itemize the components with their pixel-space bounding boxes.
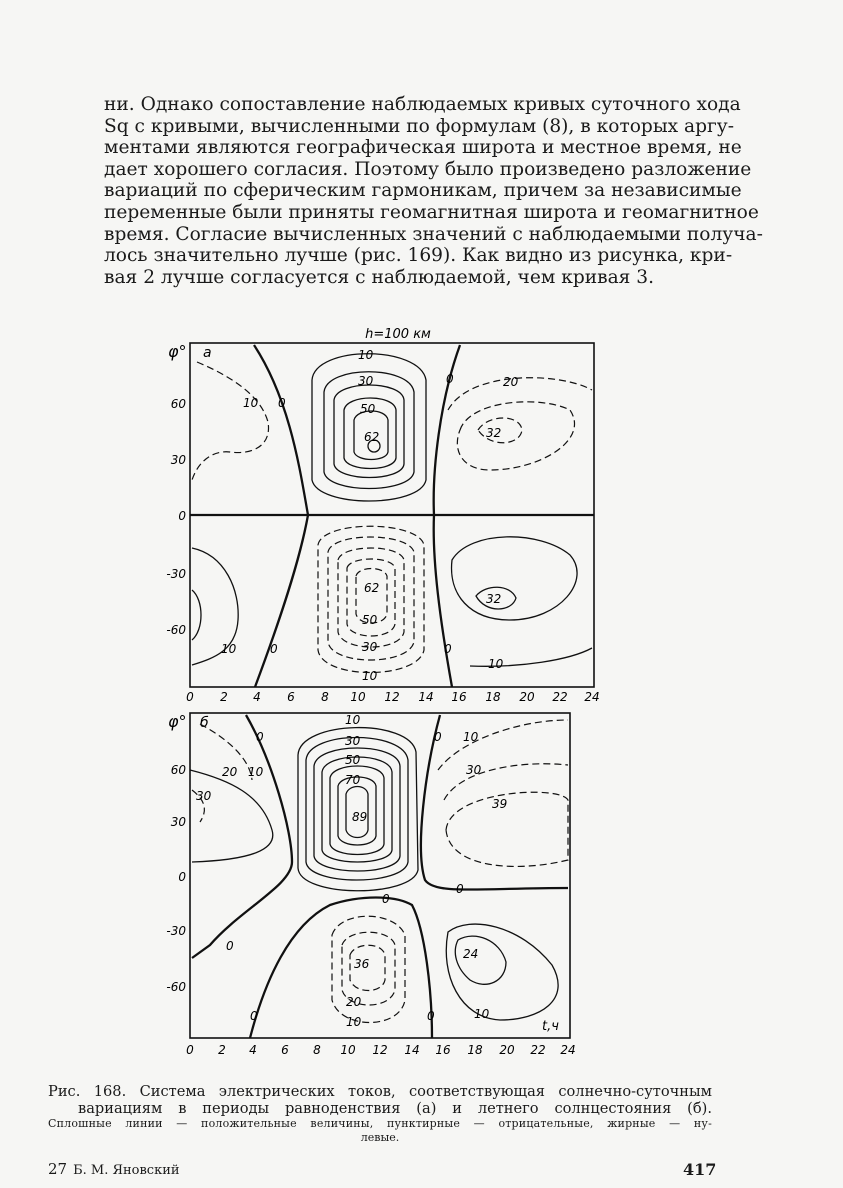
- x-tick-label: 2: [220, 690, 228, 704]
- panel-b-frame: [190, 713, 570, 1038]
- contour-label: 50: [345, 753, 361, 767]
- contour-label: 10: [358, 348, 374, 362]
- paragraph-line: вая 2 лучше согласуется с наблюдаемой, чем кривая 3.: [104, 266, 655, 288]
- x-tick-label: 14: [404, 1043, 420, 1057]
- x-tick-label: 16: [435, 1043, 451, 1057]
- panel-b-east-negative: [438, 720, 568, 866]
- contour-label: 10: [243, 396, 259, 410]
- contour-label: 30: [196, 789, 212, 803]
- signature-mark: [48, 1160, 180, 1178]
- contour-label: 0: [256, 730, 264, 744]
- contour-label: 24: [463, 947, 479, 961]
- signature-author: Б. М. Яновский: [73, 1163, 180, 1178]
- x-tick-label: 12: [372, 1043, 388, 1057]
- panel-b: [166, 712, 575, 1057]
- paragraph-line: вариаций по сферическим гармоникам, причем за независимые: [104, 180, 742, 202]
- y-tick-label: 30: [170, 453, 186, 467]
- x-tick-label: 10: [350, 690, 366, 704]
- contour-label: 62: [364, 430, 380, 444]
- contour-label: 30: [345, 734, 361, 748]
- contour-label: 10: [346, 1015, 362, 1029]
- contour-label: 20: [503, 375, 519, 389]
- contour-label: 10: [488, 657, 504, 671]
- y-tick-label: 60: [170, 763, 186, 777]
- contour-label: 20: [222, 765, 238, 779]
- panel-a-axis-symbol: φ°: [168, 342, 187, 361]
- x-tick-label: 6: [281, 1043, 289, 1057]
- panel-b-south-positive: [446, 924, 558, 1020]
- panel-b-west-positive: [190, 770, 273, 862]
- x-tick-label: 16: [451, 690, 467, 704]
- paragraph-line: ментами являются географическая широта и местное время, не: [104, 137, 742, 159]
- panel-b-y-axis: [166, 763, 186, 994]
- panel-a-east-negative: [448, 378, 592, 470]
- contour-label: 10: [463, 730, 479, 744]
- contour-label: 30: [358, 374, 374, 388]
- contour-label: 10: [221, 642, 237, 656]
- contour-label: 0: [456, 882, 464, 896]
- contour-label: 10: [248, 765, 264, 779]
- caption-line: вариациям в периоды равноденствия (а) и летнего солнцестояния (б).: [78, 1100, 712, 1117]
- contour-label: 10: [474, 1007, 490, 1021]
- x-tick-label: 0: [186, 690, 194, 704]
- contour-label: 0: [250, 1009, 258, 1023]
- panel-a-x-axis: [186, 690, 599, 704]
- contour-label: 0: [444, 642, 452, 656]
- x-tick-label: 8: [313, 1043, 321, 1057]
- x-tick-label: 2: [218, 1043, 226, 1057]
- panel-b-zero-contour: [192, 715, 292, 958]
- contour-label: 62: [364, 581, 380, 595]
- paragraph-line: дает хорошего согласия. Поэтому было произведено разложение: [104, 158, 752, 180]
- x-tick-label: 24: [560, 1043, 576, 1057]
- x-tick-label: 6: [287, 690, 295, 704]
- contour-label: 70: [345, 773, 361, 787]
- y-tick-label: -60: [166, 980, 186, 994]
- panel-b-letter: б: [200, 715, 209, 731]
- contour-label: 30: [362, 640, 378, 654]
- figure-caption: [48, 1083, 712, 1144]
- panel-a: [166, 342, 599, 704]
- contour-label: 32: [486, 426, 502, 440]
- x-tick-label: 10: [340, 1043, 356, 1057]
- contour-label: 0: [278, 396, 286, 410]
- panel-a-west-negative: [192, 362, 269, 480]
- x-tick-label: 20: [519, 690, 535, 704]
- contour-label: 0: [446, 372, 454, 386]
- x-tick-label: 18: [485, 690, 501, 704]
- x-tick-label: 18: [467, 1043, 483, 1057]
- panel-a-y-axis: [166, 397, 186, 637]
- x-tick-label: 24: [584, 690, 600, 704]
- contour-label: 0: [434, 730, 442, 744]
- y-tick-label: -30: [166, 924, 186, 938]
- contour-label: 36: [354, 957, 370, 971]
- signature-number: 27: [48, 1160, 68, 1178]
- contour-label: 0: [270, 642, 278, 656]
- panel-b-zero-contour: [250, 898, 432, 1039]
- contour-label: 10: [345, 713, 361, 727]
- contour-label: 39: [492, 797, 508, 811]
- paragraph-line: Sq с кривыми, вычисленными по формулам (8), в которых аргу-: [104, 115, 734, 137]
- panel-a-letter: а: [203, 345, 212, 361]
- y-tick-label: -60: [166, 623, 186, 637]
- y-tick-label: 30: [170, 815, 186, 829]
- contour-label: 10: [362, 669, 378, 683]
- paragraph-line: переменные были приняты геомагнитная широта и геомагнитное: [104, 201, 759, 223]
- caption-line: Рис. 168. Система электрических токов, соответствующая солнечно-суточным: [48, 1083, 712, 1100]
- x-tick-label: 8: [321, 690, 329, 704]
- panel-b-x-axis: [186, 1043, 575, 1057]
- panel-b-axis-symbol: φ°: [168, 712, 187, 731]
- x-tick-label: 22: [552, 690, 568, 704]
- caption-note: Сплошные линии — положительные величины, пунктирные — отрицательные, жирные — ну-: [48, 1117, 712, 1130]
- x-tick-label: 20: [499, 1043, 515, 1057]
- caption-note: левые.: [360, 1131, 400, 1144]
- contour-label: 89: [352, 810, 368, 824]
- panel-a-east-positive: [452, 537, 592, 666]
- contour-label: 50: [362, 613, 378, 627]
- paragraph-line: лось значительно лучше (рис. 169). Как видно из рисунка, кри-: [104, 245, 733, 267]
- height-label: h=100 км: [365, 327, 431, 342]
- contour-label: 20: [346, 995, 362, 1009]
- y-tick-label: 60: [170, 397, 186, 411]
- x-tick-label: 14: [418, 690, 434, 704]
- y-tick-label: 0: [178, 870, 186, 884]
- paragraph-line: ни. Однако сопоставление наблюдаемых кривых суточного хода: [104, 94, 741, 115]
- contour-label: 0: [427, 1009, 435, 1023]
- time-axis-symbol: t,ч: [542, 1019, 559, 1034]
- contour-label: 50: [360, 402, 376, 416]
- x-tick-label: 4: [249, 1043, 257, 1057]
- x-tick-label: 0: [186, 1043, 194, 1057]
- y-tick-label: 0: [178, 509, 186, 523]
- contour-label: 0: [382, 892, 390, 906]
- page-number: 417: [683, 1160, 717, 1179]
- x-tick-label: 12: [384, 690, 400, 704]
- contour-label: 32: [486, 592, 502, 606]
- paragraph-line: время. Согласие вычисленных значений с наблюдаемыми получа-: [104, 223, 763, 245]
- y-tick-label: -30: [166, 567, 186, 581]
- x-tick-label: 22: [530, 1043, 546, 1057]
- x-tick-label: 4: [253, 690, 261, 704]
- contour-label: 0: [226, 939, 234, 953]
- contour-label: 30: [466, 763, 482, 777]
